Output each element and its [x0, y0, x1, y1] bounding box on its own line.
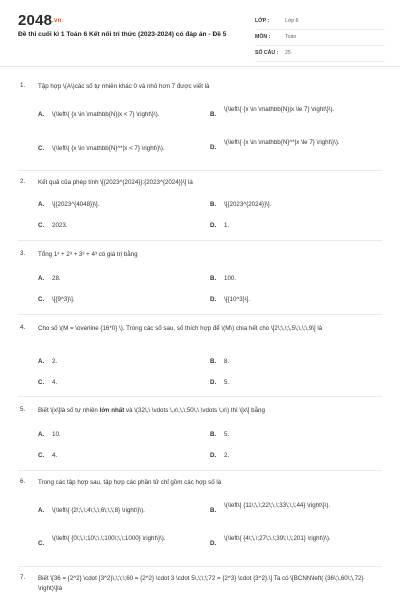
option-label: D. [210, 296, 217, 303]
option-text: 10. [52, 431, 61, 438]
question-text [38, 406, 378, 416]
option-label: C. [38, 296, 45, 303]
question-number: 3. [20, 250, 26, 257]
question-text: Tổng 1³ + 2³ + 3³ + 4³ có giá trị bằng [38, 251, 138, 258]
question-1 [0, 80, 400, 170]
option-text: \(\left\{ {0\;\,\;10\;\,\;100\;\,\;1000} \right\}\). [52, 535, 166, 542]
question-text-bold: lớn nhất [99, 407, 125, 414]
info-value: Lớp 6 [285, 18, 299, 24]
option-label: A. [38, 201, 45, 208]
option-text: \(\left\{ {x \in \mathbb{N}|x \le 7} \right\}\). [224, 106, 335, 113]
question-number: 1. [20, 82, 26, 89]
question-number: 7. [20, 574, 26, 581]
option-text: \[{2023^{2024}}\]. [224, 201, 272, 208]
option-text: 5. [224, 431, 230, 438]
option-text: \(\left\{ {x \in \mathbb{N}^*|x < 7} \right\}\). [52, 145, 165, 152]
option-text: 2. [224, 452, 230, 459]
option-label: B. [210, 431, 217, 438]
question-text: Cho số \(M = \overline {16*0} \). Trong các số sau, số thích hợp để \(M\) chia hết cho \[2\;\,\;\,5\;\,\;\,9\] là [38, 325, 323, 332]
option-text: 28. [52, 275, 61, 282]
option-label: D. [210, 452, 217, 459]
option-label: D. [210, 379, 217, 386]
question-text-part: và \(32\,\ \vdots \,x\,\,\;50\,\ \vdots \,x\) thì \[x\] bằng [124, 407, 265, 414]
option-label: B. [210, 111, 217, 118]
option-text: 8. [224, 358, 230, 365]
option-label: C. [38, 145, 45, 152]
question-6 [0, 476, 400, 566]
option-text: \(\left\{ {x \in \mathbb{N}^*|x \le 7} \right\}\). [224, 139, 340, 146]
info-key: LỚP : [255, 18, 270, 24]
option-text: 1. [224, 222, 230, 229]
divider [18, 396, 382, 397]
option-label: A. [38, 507, 45, 514]
site-logo[interactable] [18, 12, 61, 29]
divider [18, 470, 382, 471]
question-text: Tập hợp \(A\)các số tự nhiên khác 0 và nhỏ hơn 7 được viết là [38, 83, 210, 90]
question-4 [0, 322, 400, 394]
option-text: \(\left\{ {x \in \mathbb{N}|x < 7} \right\}\). [52, 111, 160, 118]
option-label: B. [210, 275, 217, 282]
option-label: A. [38, 111, 45, 118]
exam-info-table [255, 14, 385, 62]
question-number: 6. [20, 478, 26, 485]
question-text: Trong các tập hợp sau, tập hợp các phần tử chỉ gồm các hợp số là [38, 479, 222, 486]
option-text: \(\left\{ {11\;\,\;22\;\,\;33\;\,\;44} \right\}\). [224, 502, 331, 509]
info-row-subject [255, 30, 385, 46]
option-text: \(\left\{ {2\;\,\;4\;\,\;6\;\,\;8} \right\}\). [52, 507, 145, 514]
option-label: A. [38, 275, 45, 282]
option-label: D. [210, 540, 217, 547]
option-label: D. [210, 144, 217, 151]
info-key: SỐ CÂU : [255, 50, 279, 56]
option-text: 100. [224, 275, 237, 282]
question-3 [0, 248, 400, 312]
question-2 [0, 176, 400, 238]
question-number: 5. [20, 406, 26, 413]
question-text-part: Biết \[x\]là số tự nhiên [38, 407, 100, 414]
divider [18, 566, 382, 567]
option-label: C. [38, 452, 45, 459]
option-label: D. [210, 222, 217, 229]
info-row-class [255, 14, 385, 30]
question-number: 4. [20, 324, 26, 331]
option-label: B. [210, 358, 217, 365]
question-text: Biết \[36 = {2^2} \cdot {3^2}\,\;\;\;60 = {2^2} \cdot 3 \cdot 5\,\;\;\;72 = {2^3} \cdot {3^2}.\] Ta có \[BCNN\left( {36\;\,60\;\,72} \right)\]là [38, 575, 364, 592]
info-value: 25 [285, 50, 291, 56]
info-row-count [255, 46, 385, 62]
question-7 [0, 572, 400, 600]
question-number: 2. [20, 178, 26, 185]
divider [18, 170, 382, 171]
option-text: 4. [52, 452, 58, 459]
option-label: A. [38, 431, 45, 438]
option-label: A. [38, 358, 45, 365]
divider [18, 240, 382, 241]
question-text: Kết quả của phép tính \[{2023^{2024}}:{2023^{2024}}\] là [38, 179, 193, 186]
option-label: C. [38, 379, 45, 386]
exam-header [0, 0, 400, 67]
option-text: 5. [224, 379, 230, 386]
option-label: C. [38, 540, 45, 547]
option-text: \(\left\{ {4\;\,\;27\;\,\;39\;\,\;201} \right\}\). [224, 535, 331, 542]
info-key: MÔN : [255, 34, 271, 40]
question-5 [0, 404, 400, 468]
logo-text: 2048 [18, 12, 53, 29]
info-value: Toán [285, 34, 297, 40]
option-label: C. [38, 222, 45, 229]
exam-title: Đề thi cuối kì 1 Toán 6 Kết nối tri thức (2023-2024) có đáp án - Đề 5 [18, 31, 227, 38]
option-text: \[{9^3}\]. [52, 296, 75, 303]
logo-suffix: .vn [52, 18, 62, 25]
option-text: 2023. [52, 222, 68, 229]
option-text: \[{10^3}\]. [224, 296, 250, 303]
option-text: 2. [52, 358, 58, 365]
option-label: B. [210, 201, 217, 208]
option-text: 4. [52, 379, 58, 386]
option-text: \[{2023^{4048}}\]. [52, 201, 100, 208]
divider [18, 314, 382, 315]
option-label: B. [210, 507, 217, 514]
